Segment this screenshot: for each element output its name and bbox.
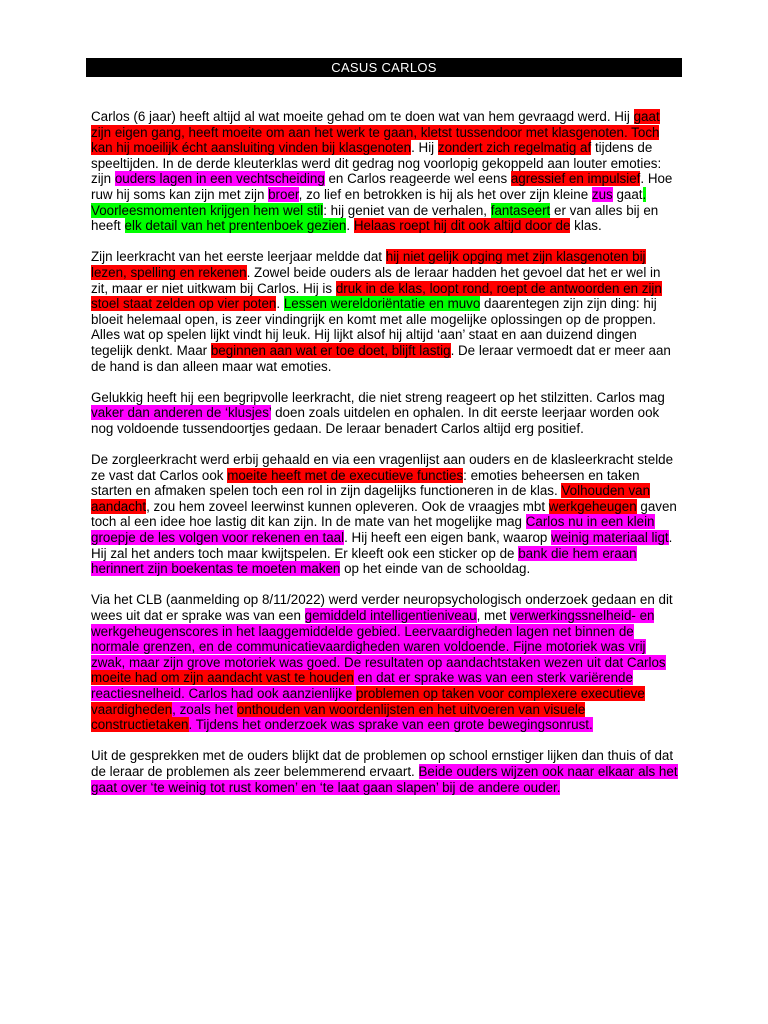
- highlight-green: fantaseert: [490, 202, 551, 218]
- highlight-red: Helaas roept hij dit ook altijd door de: [353, 218, 571, 234]
- highlight-red: moeite heeft met de executieve functies: [227, 467, 464, 483]
- highlight-pink: Carlos nu in een klein groepje de les volgen voor rekenen en taal: [91, 514, 655, 546]
- highlight-green: . Voorleesmomenten krijgen hem wel stil: [91, 186, 647, 218]
- highlight-pink: gemiddeld intelligentieniveau: [304, 608, 477, 623]
- highlight-red: druk in de klas, loopt rond, roept de antwoorden en zijn stoel staat zelden op vier poten: [91, 280, 662, 312]
- text-run: . De leraar vermoedt dat er meer aan de hand is dan alleen maar wat emoties.: [91, 342, 671, 374]
- highlight-red: moeite had om zijn aandacht vast te houden: [91, 670, 354, 686]
- text-run: op het einde van de schooldag.: [340, 561, 531, 577]
- text-run: Gelukkig heeft hij een begripvolle leerkracht, die niet streng reageert op het stilzitten. Carlos mag: [91, 389, 665, 405]
- text-run: De zorgleerkracht werd erbij gehaald en via een vragenlijst aan ouders en de klasleerkracht stelde ze vast dat Carlos ook: [91, 452, 674, 483]
- text-run: gaat: [612, 186, 643, 202]
- highlight-green: Lessen wereldoriëntatie en muvo: [283, 296, 481, 312]
- highlight-red: onthouden van woordenlijsten en het uitvoeren van visuele constructietaken: [91, 701, 586, 733]
- text-run: .: [346, 218, 354, 234]
- highlight-red: problemen op taken voor complexere executieve vaardigheden: [91, 685, 645, 717]
- paragraph: [91, 249, 679, 374]
- text-run: Uit de gesprekken met de ouders blijkt dat de problemen op school ernstiger lijken dan thuis of dat de leraar de problemen als zeer belemmerend ervaart.: [91, 748, 674, 779]
- highlight-red: zondert zich regelmatig af: [437, 140, 592, 156]
- highlight-pink: zus: [591, 186, 613, 202]
- text-run: en Carlos reageerde wel eens: [324, 171, 511, 187]
- highlight-pink: , zoals het: [172, 701, 237, 717]
- highlight-red: hij niet gelijk opging met zijn klasgenoten bij lezen, spelling en rekenen: [91, 249, 646, 280]
- highlight-red: agressief en impulsief: [510, 171, 641, 187]
- text-run: , zou hem zoveel leerwinst kunnen opleveren. Ook de vraagjes mbt: [146, 498, 549, 514]
- text-run: er van alles bij en heeft: [91, 202, 659, 234]
- paragraph: [91, 109, 679, 234]
- highlight-pink: bank die hem eraan herinnert zijn boekentas te moeten maken: [91, 545, 637, 577]
- text-run: . Hij zal het anders toch maar kwijtspelen. Er kleeft ook een sticker op de: [91, 530, 673, 561]
- text-run: . Hoe ruw hij soms kan zijn met zijn: [91, 171, 673, 202]
- paragraph: [91, 592, 679, 732]
- text-run: , met: [476, 608, 511, 623]
- text-run: klas.: [570, 218, 602, 234]
- highlight-pink: weinig materiaal ligt: [551, 530, 669, 546]
- document-body: [91, 109, 679, 811]
- highlight-pink: broer: [268, 186, 299, 202]
- text-run: .: [276, 296, 284, 312]
- highlight-red: Volhouden van aandacht: [91, 483, 651, 514]
- paragraph: [91, 390, 679, 437]
- text-run: tijdens de speeltijden. In de derde kleuterklas werd dit gedrag nog voorlopig gekoppeld aan louter emoties: zijn: [91, 140, 662, 187]
- text-run: . Zowel beide ouders als de leraar hadden het gevoel dat het er wel in zit, maar er niet uitkwam bij Carlos. Hij is: [91, 264, 661, 296]
- highlight-pink: verwerkingssnelheid- en werkgeheugenscores in het laaggemiddelde gebied. Leervaardigheden lagen net binnen de normale grenzen, en de communicatievaardigheden waren voldoende. Fijne motoriek was vrij zwak, maar zijn grove motoriek was goed. De resultaten op aandachtstaken wezen uit dat Carlos: [91, 608, 666, 670]
- paragraph: [91, 452, 679, 577]
- text-run: daarentegen zijn zijn ding: hij bloeit helemaal open, is zeer vindingrijk en komt met alle mogelijke oplossingen op de proppen. Alles wat op spelen lijkt vindt hij leuk. Hij lijkt alsof hij altijd ‘aan’ staat en aan duizend dingen tegelijk denkt. Maar: [91, 296, 657, 358]
- highlight-red: werkgeheugen: [548, 498, 637, 514]
- text-run: doen zoals uitdelen en ophalen. In dit eerste leerjaar worden ook nog voldoende tussendoortjes gedaan. De leraar benadert Carlos altijd erg positief.: [91, 405, 660, 436]
- text-run: . Hij heeft een eigen bank, waarop: [344, 530, 552, 546]
- text-run: Via het CLB (aanmelding op 8/11/2022) werd verder neuropsychologisch onderzoek gedaan en dit wees uit dat er sprake was van een: [91, 592, 673, 623]
- text-run: . Hij: [411, 140, 438, 156]
- highlight-red: gaat zijn eigen gang, heeft moeite om aan het werk te gaan, kletst tussendoor met klasgenoten. Toch kan hij moeilijk écht aansluiting vinden bij klasgenoten: [91, 109, 660, 156]
- highlight-pink: ouders lagen in een vechtscheiding: [114, 171, 325, 187]
- highlight-red: beginnen aan wat er toe doet, blijft lastig: [210, 342, 451, 358]
- text-run: , zo lief en betrokken is hij als het over zijn kleine: [298, 186, 592, 202]
- highlight-green: elk detail van het prentenboek gezien: [124, 218, 347, 234]
- highlight-pink: . Tijdens het onderzoek was sprake van een grote bewegingsonrust.: [188, 717, 593, 733]
- text-run: Zijn leerkracht van het eerste leerjaar meldde dat: [91, 249, 386, 265]
- text-run: : hij geniet van de verhalen,: [323, 202, 491, 218]
- highlight-pink: Beide ouders wijzen ook naar elkaar als het gaat over ‘te weinig tot rust komen’ en ‘te laat gaan slapen’ bij de andere ouder.: [91, 763, 678, 795]
- text-run: gaven toch al een idee hoe lastig dit kan zijn. In de mate van het mogelijke mag: [91, 498, 677, 530]
- paragraph: [91, 748, 679, 795]
- document-title: CASUS CARLOS: [86, 58, 682, 77]
- highlight-pink: vaker dan anderen de ‘klusjes’: [91, 405, 272, 421]
- highlight-pink: en dat er sprake was van een sterk variërende reactiesnelheid. Carlos had ook aanzienlijke: [91, 670, 633, 701]
- text-run: Carlos (6 jaar) heeft altijd al wat moeite gehad om te doen wat van hem gevraagd werd. Hij: [91, 109, 634, 124]
- text-run: : emoties beheersen en taken starten en afmaken spelen toch een rol in zijn dagelijks functioneren in de klas.: [91, 467, 640, 499]
